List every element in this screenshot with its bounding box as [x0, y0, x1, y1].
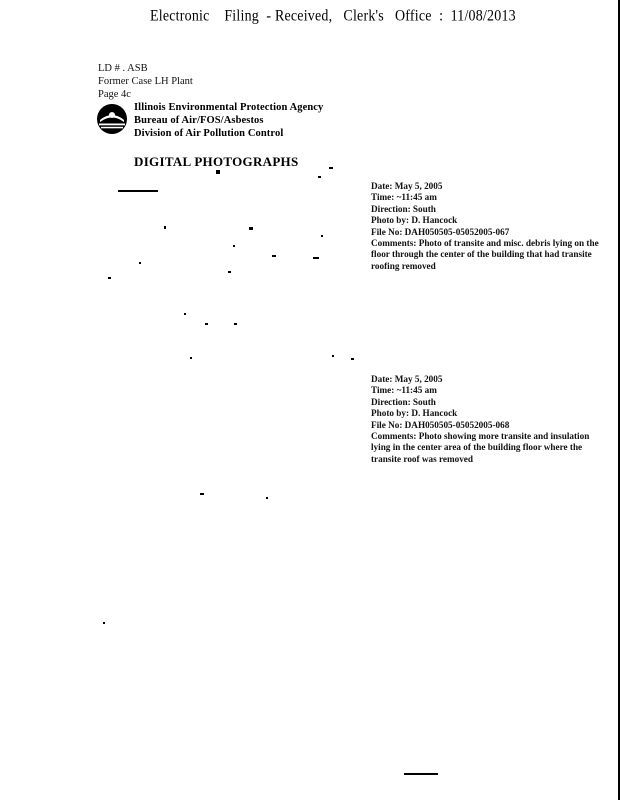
document-id-block [98, 62, 193, 101]
scan-speck [190, 357, 192, 359]
photo-date: Date: May 5, 2005 [371, 374, 443, 384]
photo-comments: Comments: Photo showing more transite and insulation lying in the center area of the building floor where the transite roof was removed [371, 431, 590, 464]
scan-speck [318, 176, 321, 178]
photo-file-number: File No: DAH050505-05052005-068 [371, 419, 510, 430]
scan-speck [200, 493, 204, 495]
scan-speck [216, 170, 220, 174]
scan-speck [249, 227, 253, 230]
scan-speck [184, 313, 186, 315]
page-line: Page 4c [98, 89, 131, 100]
filing-header: Electronic Filing - Received, Clerk's Office : 11/08/2013 [150, 8, 516, 25]
photo-comments: Comments: Photo of transite and misc. debris lying on the floor through the center of the building that had transite roofing removed [371, 238, 599, 271]
scan-speck [118, 190, 158, 192]
photo-caption [371, 374, 603, 465]
photo-photographer: Photo by: D. Hancock [371, 408, 458, 419]
photo-time: Time: ~11:45 am [371, 192, 437, 203]
photo-caption [371, 181, 603, 272]
scan-speck [103, 622, 105, 624]
photo-file-number: File No: DAH050505-05052005-067 [371, 226, 510, 237]
scan-speck [329, 167, 333, 169]
agency-name: Illinois Environmental Protection Agency [134, 102, 324, 113]
scan-speck [233, 245, 235, 247]
scan-speck [272, 255, 276, 257]
scan-speck [351, 358, 354, 360]
scan-speck [164, 226, 166, 229]
photo-direction: Direction: South [371, 396, 436, 407]
scan-speck [313, 257, 319, 259]
document-title: DIGITAL PHOTOGRAPHS [134, 154, 299, 169]
scan-speck [332, 355, 334, 357]
agency-block [134, 101, 323, 140]
agency-division: Division of Air Pollution Control [134, 128, 284, 139]
photo-time: Time: ~11:45 am [371, 385, 437, 396]
photo-direction: Direction: South [371, 203, 436, 214]
scan-speck [234, 323, 237, 325]
photo-photographer: Photo by: D. Hancock [371, 215, 458, 226]
facility-line: Former Case LH Plant [98, 76, 193, 87]
agency-bureau: Bureau of Air/FOS/Asbestos [134, 115, 264, 126]
scan-speck [321, 235, 323, 237]
photo-date: Date: May 5, 2005 [371, 181, 443, 191]
scan-speck [266, 497, 268, 499]
scan-speck [108, 277, 111, 279]
scan-speck [228, 271, 231, 273]
id-line: LD # . ASB [98, 63, 148, 74]
scan-speck [205, 323, 208, 325]
scan-speck [139, 262, 141, 264]
page-footer-rule [404, 773, 438, 775]
iepa-logo-icon [96, 103, 128, 135]
